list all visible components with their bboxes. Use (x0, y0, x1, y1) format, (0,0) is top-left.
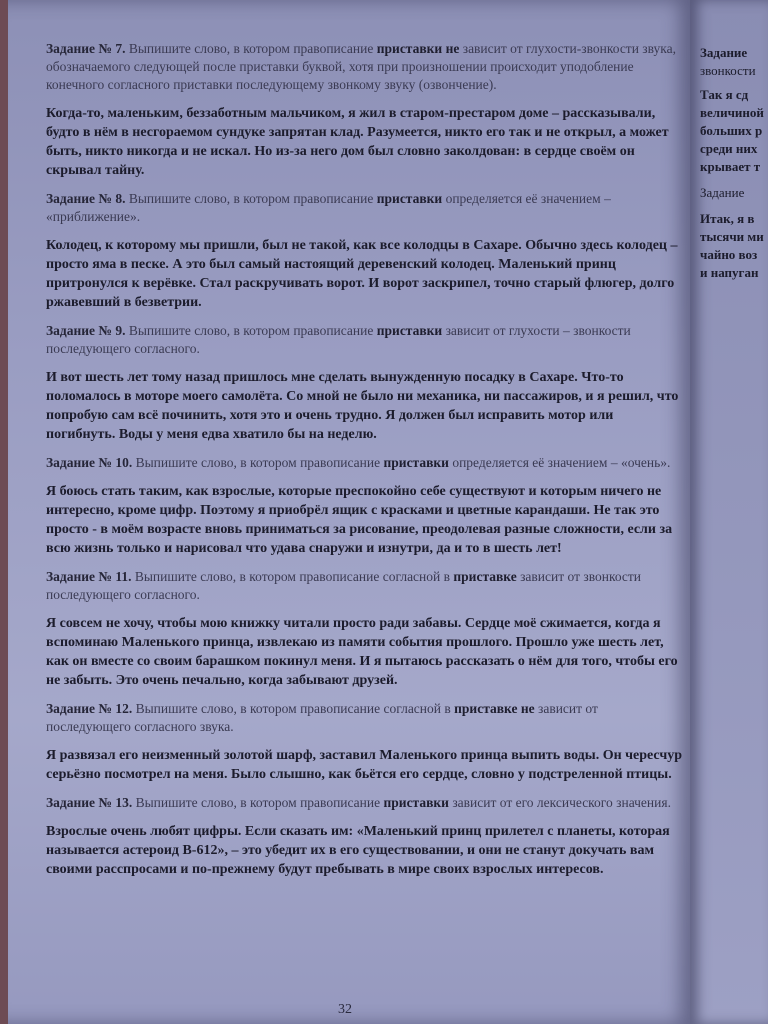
task-label: Задание № 13. (46, 795, 133, 810)
task-instruction (46, 700, 686, 736)
task-8 (46, 190, 686, 312)
task-label: Задание № 11. (46, 569, 132, 584)
task-label: Задание № 8. (46, 191, 126, 206)
instruction-keyword: приставки (383, 795, 449, 810)
right-page-line: Задание (700, 185, 745, 200)
instruction-text: зависит от глухости – звонкости последующего согласного. (46, 323, 631, 356)
task-passage: И вот шесть лет тому назад пришлось мне сделать вынужденную посадку в Сахаре. Что-то поломалось в моторе моего самолёта. Со мной не было ни механика, ни пассажиров, и я решил, что попробую сам всё починить, хотя это и очень трудно. Я должен был исправить мотор или погибнуть. Воды у меня едва хватило бы на неделю. (46, 370, 679, 442)
task-instruction (46, 40, 686, 94)
right-page-line: тысячи ми (700, 229, 764, 244)
instruction-keyword: приставке (453, 569, 517, 584)
right-page-line: величиной (700, 105, 764, 120)
task-instruction (46, 322, 686, 358)
task-instruction (46, 190, 686, 226)
instruction-keyword: приставке не (454, 701, 535, 716)
right-page-line: больших р (700, 123, 763, 138)
task-passage: Колодец, к которому мы пришли, был не такой, как все колодцы в Сахаре. Обычно здесь колодец – просто яма в песке. А это был самый настоящий деревенский колодец. Маленький принц притронулся к верёвке. Стал раскручивать ворот. И ворот заскрипел, точно старый флюгер, долго ржавевший в безветрии. (46, 238, 678, 310)
right-page-block-2 (700, 86, 768, 176)
task-instruction (46, 568, 686, 604)
task-passage: Я совсем не хочу, чтобы мою книжку читали просто ради забавы. Сердце моё сжимается, когда я вспоминаю Маленького принца, извлекаю из памяти события прошлого. Прошло уже шесть лет, как он вместе со своим барашком покинул меня. И я пытаюсь рассказать о нём для того, чтобы его не забыть. Это очень печально, когда забывают друзей. (46, 616, 678, 688)
task-7 (46, 40, 686, 180)
instruction-keyword: приставки не (376, 41, 460, 56)
instruction-text: определяется её значением – «очень». (448, 455, 671, 470)
page-content (46, 40, 686, 889)
right-page-line: среди них (700, 141, 758, 156)
right-page-line: и напуган (700, 265, 759, 280)
task-12 (46, 700, 686, 784)
instruction-text: Выпишите слово, в котором правописание согласной в (132, 701, 455, 716)
task-passage: Я развязал его неизменный золотой шарф, заставил Маленького принца выпить воды. Он чересчур серьёзно посмотрел на меня. Было слышно, как бьётся его сердце, словно у подстреленной птицы. (46, 748, 683, 782)
instruction-text: определяется её значением – «приближение». (46, 191, 611, 224)
right-page-line: звонкости (700, 63, 756, 78)
task-passage: Когда-то, маленьким, беззаботным мальчиком, я жил в старом-престаром доме – рассказывали, будто в нём в несгораемом сундуке запрятан клад. Разумеется, никто его так и не открыл, а может быть, никто никогда и не искал. Но из-за него дом был словно заколдован: в сердце своём он скрывал тайну. (46, 106, 669, 178)
task-label: Задание № 12. (46, 701, 133, 716)
page-number: 32 (338, 1002, 352, 1017)
instruction-text: Выпишите слово, в котором правописание (125, 41, 377, 56)
task-10 (46, 454, 686, 558)
task-13 (46, 794, 686, 879)
task-label: Задание № 7. (46, 41, 126, 56)
task-9 (46, 322, 686, 444)
task-instruction (46, 794, 686, 812)
task-instruction (46, 454, 686, 472)
right-page-line: Итак, я в (700, 211, 755, 226)
right-page-line: Задание (700, 45, 748, 60)
task-passage: Я боюсь стать таким, как взрослые, которые преспокойно себе существуют и которым ничего не интересно, кроме цифр. Поэтому я приобрёл ящик с красками и цветные карандаши. Не так это просто - в моём возрасте вновь приниматься за рисование, преодолевая разные сложности, если за всю жизнь только и нарисовал что удава снаружи и изнутри, да и то в шесть лет! (46, 484, 673, 556)
instruction-text: Выпишите слово, в котором правописание (132, 795, 384, 810)
task-label: Задание № 10. (46, 455, 133, 470)
instruction-text: Выпишите слово, в котором правописание (125, 191, 377, 206)
right-page-block-4 (700, 210, 768, 282)
instruction-text: Выпишите слово, в котором правописание (125, 323, 377, 338)
instruction-text: зависит от его лексического значения. (448, 795, 671, 810)
page-binding-edge (0, 0, 8, 1024)
right-page-line: чайно воз (700, 247, 758, 262)
instruction-text: зависит от звонкости последующего согласного. (46, 569, 642, 602)
right-page-block-3 (700, 184, 768, 202)
right-page-line: крывает т (700, 159, 761, 174)
right-page-line: Так я сд (700, 87, 749, 102)
instruction-text: зависит от глухости-звонкости звука, обозначаемого следующей после приставки буквой, хотя при произношении происходит уподобление конечного согласного приставки последующему звонкому звуку (озвончение). (46, 41, 677, 92)
instruction-keyword: приставки (383, 455, 449, 470)
task-11 (46, 568, 686, 690)
instruction-keyword: приставки (376, 323, 443, 338)
instruction-keyword: приставки (376, 191, 443, 206)
instruction-text: Выпишите слово, в котором правописание согласной в (131, 569, 454, 584)
instruction-text: Выпишите слово, в котором правописание (132, 455, 384, 470)
instruction-text: зависит от последующего согласного звука. (46, 701, 598, 734)
task-passage: Взрослые очень любят цифры. Если сказать им: «Маленький принц прилетел с планеты, которая называется астероид В-612», – это убедит их в его существовании, и они не станут докучать вам своими расспросами и по-прежнему будут пребывать в мире своих взрослых интересов. (46, 824, 670, 877)
right-page-block-1 (700, 44, 768, 80)
task-label: Задание № 9. (46, 323, 126, 338)
